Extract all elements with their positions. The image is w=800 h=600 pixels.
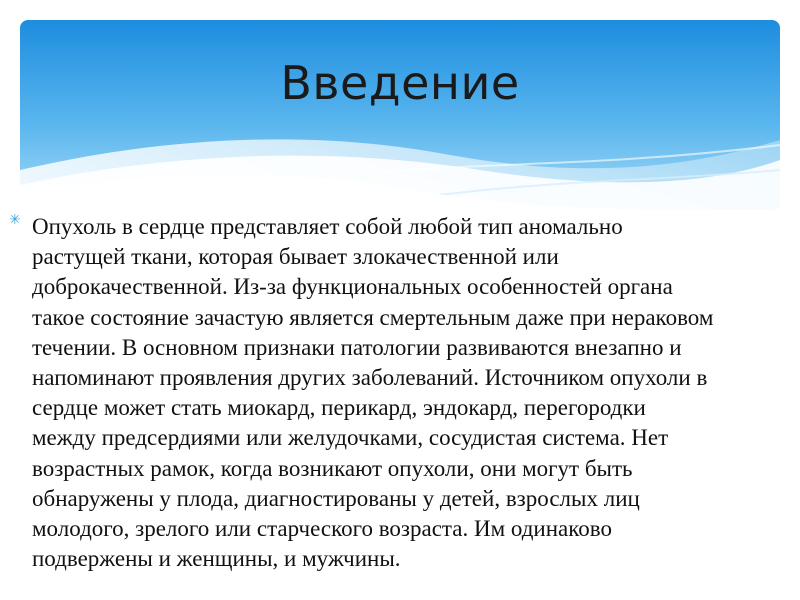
bullet-item (6, 212, 796, 574)
header-wave-banner (20, 20, 780, 210)
slide-content (6, 212, 796, 574)
bullet-text: Опухоль в сердце представляет собой любой тип аномально растущей ткани, которая бывает злокачественной или доброкачественной. Из-за функциональных особенностей органа такое состояние зачастую является смертельным даже при нераковом течении. В основном признаки патологии развиваются внезапно и напоминают проявления других заболеваний. Источником опухоли в сердце может стать миокард, перикард, эндокард, перегородки между предсердиями или желудочками, сосудистая система. Нет возрастных рамок, когда возникают опухоли, они могут быть обнаружены у плода, диагностированы у детей, взрослых лиц молодого, зрелого или старческого возраста. Им одинаково подвержены и женщины, и мужчины. (32, 214, 714, 572)
asterisk-bullet-icon: ✳ (9, 212, 21, 228)
slide-title: Введение (280, 56, 520, 110)
